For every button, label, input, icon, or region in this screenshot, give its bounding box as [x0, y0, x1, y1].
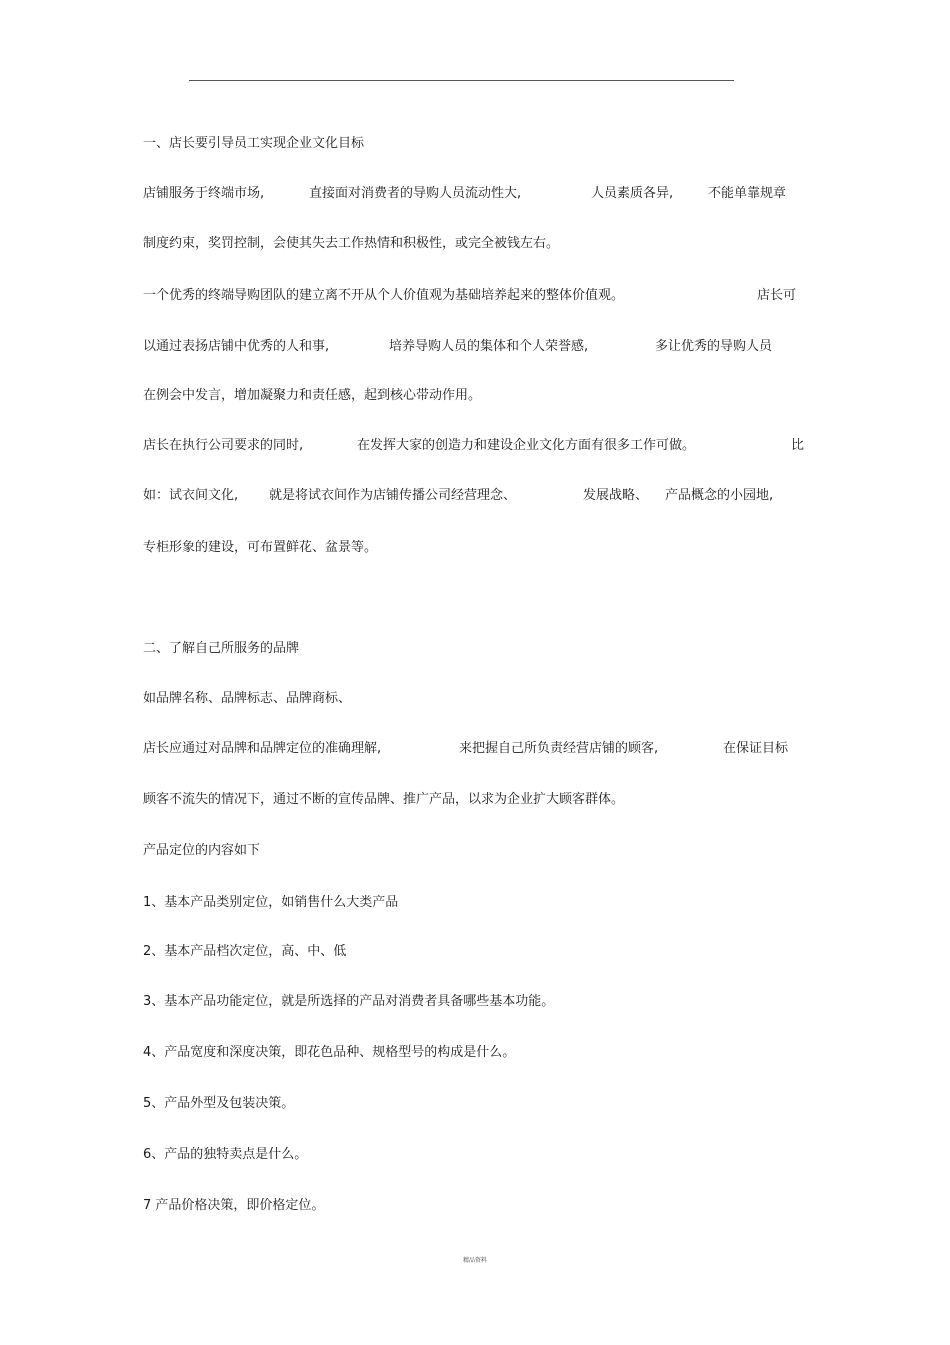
- text-segment: 店长可: [757, 288, 797, 303]
- header-rule: [189, 80, 734, 81]
- text-segment: 产品概念的小园地,: [665, 488, 774, 503]
- section-1-heading: 一、店长要引导员工实现企业文化目标: [143, 136, 365, 151]
- paragraph-line: 在例会中发言，增加凝聚力和责任感，起到核心带动作用。: [143, 388, 482, 403]
- text-segment: 比: [791, 438, 805, 453]
- text-segment: 店长应通过对品牌和品牌定位的准确理解,: [143, 741, 382, 756]
- text-segment: 如：试衣间文化,: [143, 488, 239, 503]
- paragraph-line: 制度约束，奖罚控制，会使其失去工作热情和积极性，或完全被钱左右。: [143, 236, 560, 251]
- list-item: 1、基本产品类别定位，如销售什么大类产品: [143, 895, 399, 910]
- text-segment: 店长在执行公司要求的同时,: [143, 438, 304, 453]
- text-segment: 就是将试衣间作为店铺传播公司经营理念、: [269, 488, 517, 503]
- paragraph-line: 如品牌名称、品牌标志、品牌商标、: [143, 691, 352, 706]
- text-segment: 一个优秀的终端导购团队的建立离不开从个人价值观为基础培养起来的整体价值观。: [143, 288, 625, 303]
- text-segment: 发展战略、: [583, 488, 649, 503]
- text-segment: 直接面对消费者的导购人员流动性大,: [309, 186, 522, 201]
- list-item: 2、基本产品档次定位，高、中、低: [143, 944, 347, 959]
- paragraph-line: 专柜形象的建设，可布置鲜花、盆景等。: [143, 540, 378, 555]
- text-segment: 在保证目标: [723, 741, 789, 756]
- text-segment: 店铺服务于终端市场,: [143, 186, 265, 201]
- text-segment: 不能单靠规章: [708, 186, 787, 201]
- list-item: 3、基本产品功能定位，就是所选择的产品对消费者具备哪些基本功能。: [143, 994, 555, 1009]
- list-item: 7 产品价格决策，即价格定位。: [143, 1198, 325, 1213]
- text-segment: 以通过表扬店铺中优秀的人和事,: [143, 339, 330, 354]
- list-item: 5、产品外型及包装决策。: [143, 1096, 295, 1111]
- positioning-title: 产品定位的内容如下: [143, 843, 261, 858]
- page-footer: 精品资料: [462, 1257, 487, 1264]
- text-segment: 培养导购人员的集体和个人荣誉感,: [389, 339, 589, 354]
- text-segment: 多让优秀的导购人员: [655, 339, 773, 354]
- text-segment: 来把握自己所负责经营店铺的顾客,: [459, 741, 659, 756]
- text-segment: 在发挥大家的创造力和建设企业文化方面有很多工作可做。: [357, 438, 696, 453]
- list-item: 4、产品宽度和深度决策，即花色品种、规格型号的构成是什么。: [143, 1045, 516, 1060]
- list-item: 6、产品的独特卖点是什么。: [143, 1147, 308, 1162]
- paragraph-line: 顾客不流失的情况下，通过不断的宣传品牌、推广产品，以求为企业扩大顾客群体。: [143, 792, 625, 807]
- section-2-heading: 二、了解自己所服务的品牌: [143, 641, 300, 656]
- text-segment: 人员素质各异,: [591, 186, 674, 201]
